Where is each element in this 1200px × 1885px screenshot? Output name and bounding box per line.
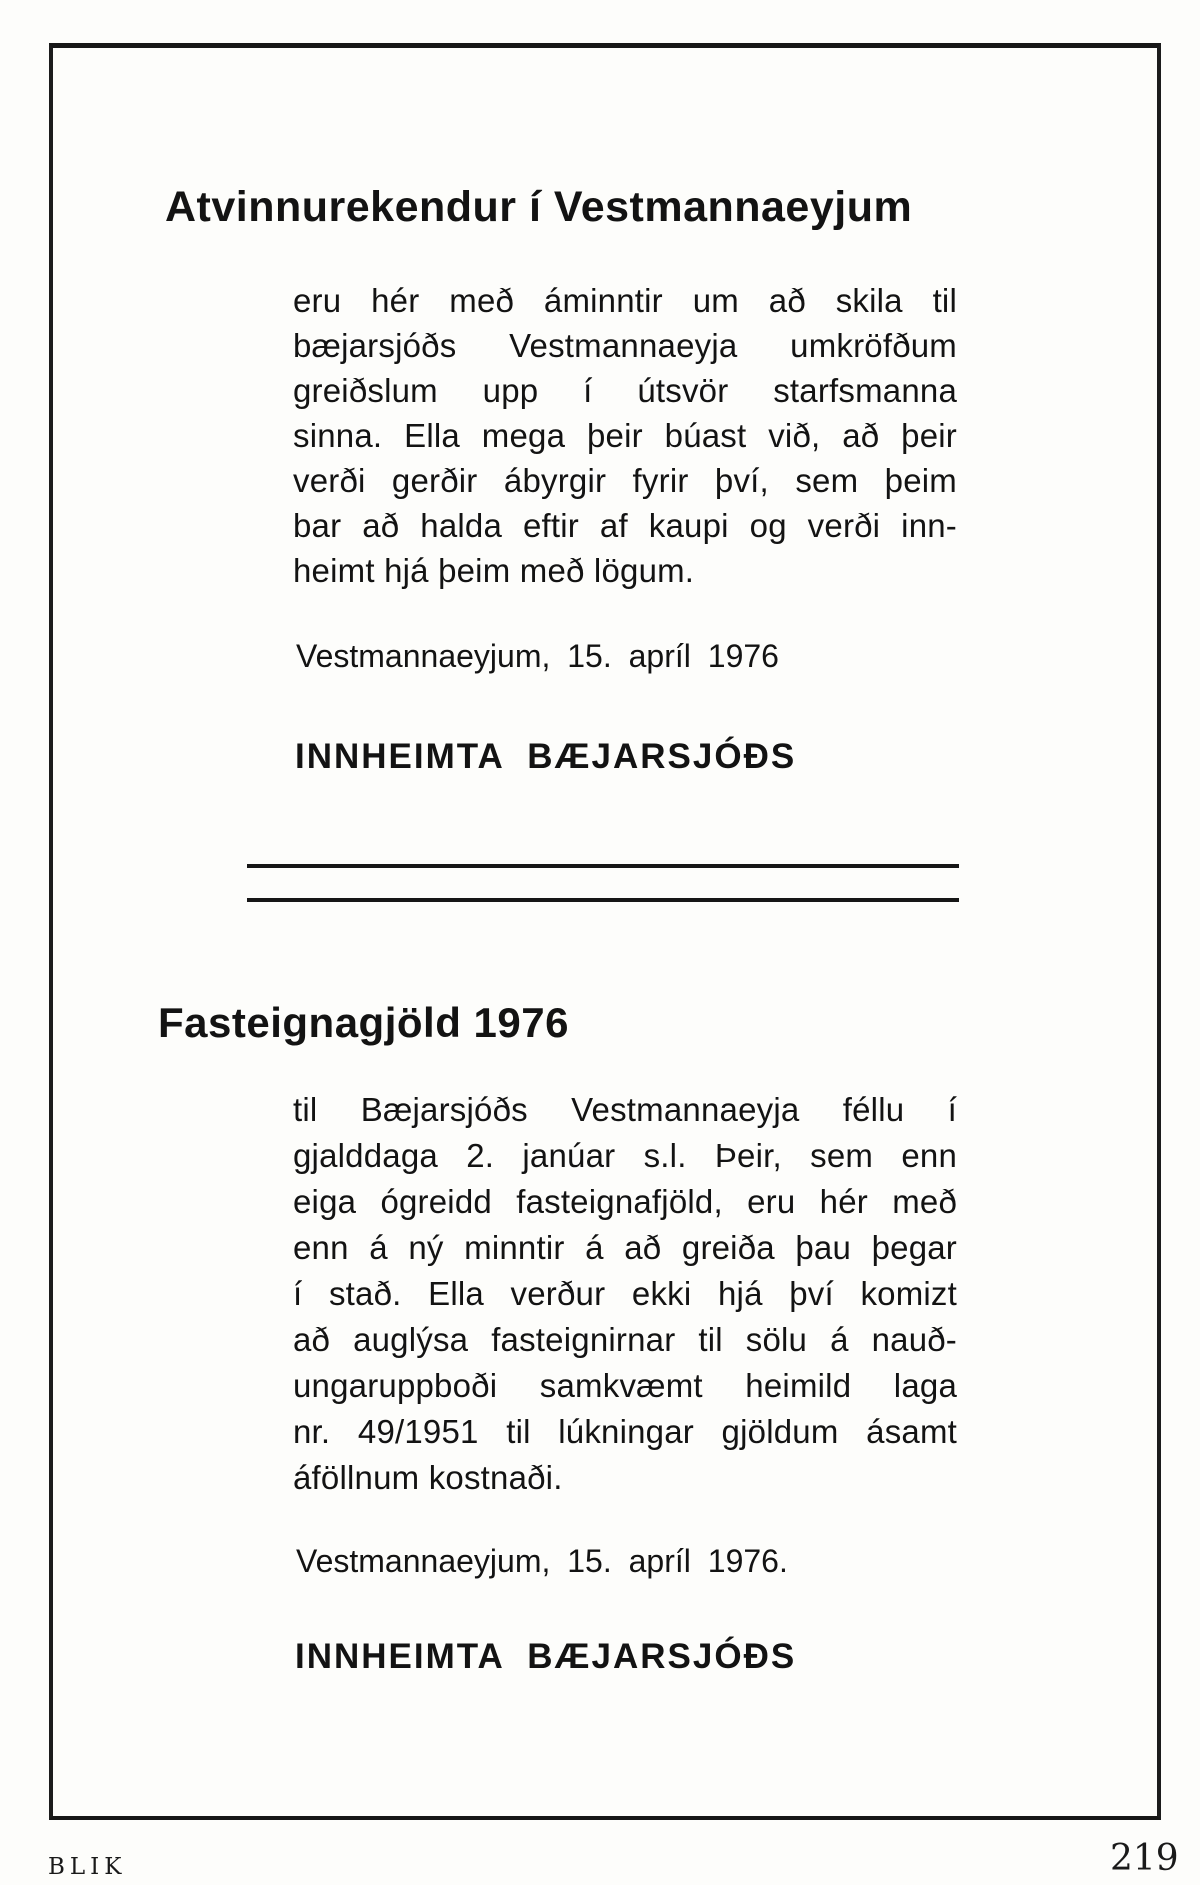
notice1-signature: INNHEIMTA BÆJARSJÓÐS bbox=[295, 737, 797, 776]
page-number: 219 bbox=[1110, 1838, 1179, 1879]
text-line: eiga ógreidd fasteignafjöld, eru hér með bbox=[293, 1183, 957, 1220]
notice2-dateline: Vestmannaeyjum, 15. apríl 1976. bbox=[296, 1543, 788, 1579]
text-line: verði gerðir ábyrgir fyrir því, sem þeim bbox=[293, 462, 957, 499]
notice2-body bbox=[293, 1087, 957, 1501]
notice1-body bbox=[293, 278, 957, 593]
divider-rule-bottom bbox=[247, 898, 959, 902]
notice1-title: Atvinnurekendur í Vestmannaeyjum bbox=[165, 183, 913, 231]
text-line: til Bæjarsjóðs Vestmannaeyja féllu í bbox=[293, 1091, 957, 1128]
journal-name: BLIK bbox=[48, 1854, 127, 1880]
text-line: í stað. Ella verður ekki hjá því komizt bbox=[293, 1275, 957, 1312]
text-line: eru hér með áminntir um að skila til bbox=[293, 282, 957, 319]
text-line: heimt hjá þeim með lögum. bbox=[293, 552, 695, 589]
text-line: bar að halda eftir af kaupi og verði inn- bbox=[293, 507, 957, 544]
text-line: nr. 49/1951 til lúkningar gjöldum ásamt bbox=[293, 1413, 957, 1450]
text-line: áföllnum kostnaði. bbox=[293, 1459, 563, 1496]
text-line: að auglýsa fasteignirnar til sölu á nauð- bbox=[293, 1321, 957, 1358]
text-line: ungaruppboði samkvæmt heimild laga bbox=[293, 1367, 957, 1404]
text-line: bæjarsjóðs Vestmannaeyja umkröfðum bbox=[293, 327, 957, 364]
notice2-title: Fasteignagjöld 1976 bbox=[158, 999, 569, 1046]
notice1-dateline: Vestmannaeyjum, 15. apríl 1976 bbox=[296, 638, 779, 674]
divider-rule-top bbox=[247, 864, 959, 868]
text-line: enn á ný minntir á að greiða þau þegar bbox=[293, 1229, 957, 1266]
text-line: gjalddaga 2. janúar s.l. Þeir, sem enn bbox=[293, 1137, 957, 1174]
notice2-signature: INNHEIMTA BÆJARSJÓÐS bbox=[295, 1637, 797, 1676]
text-line: greiðslum upp í útsvör starfsmanna bbox=[293, 372, 957, 409]
text-line: sinna. Ella mega þeir búast við, að þeir bbox=[293, 417, 957, 454]
